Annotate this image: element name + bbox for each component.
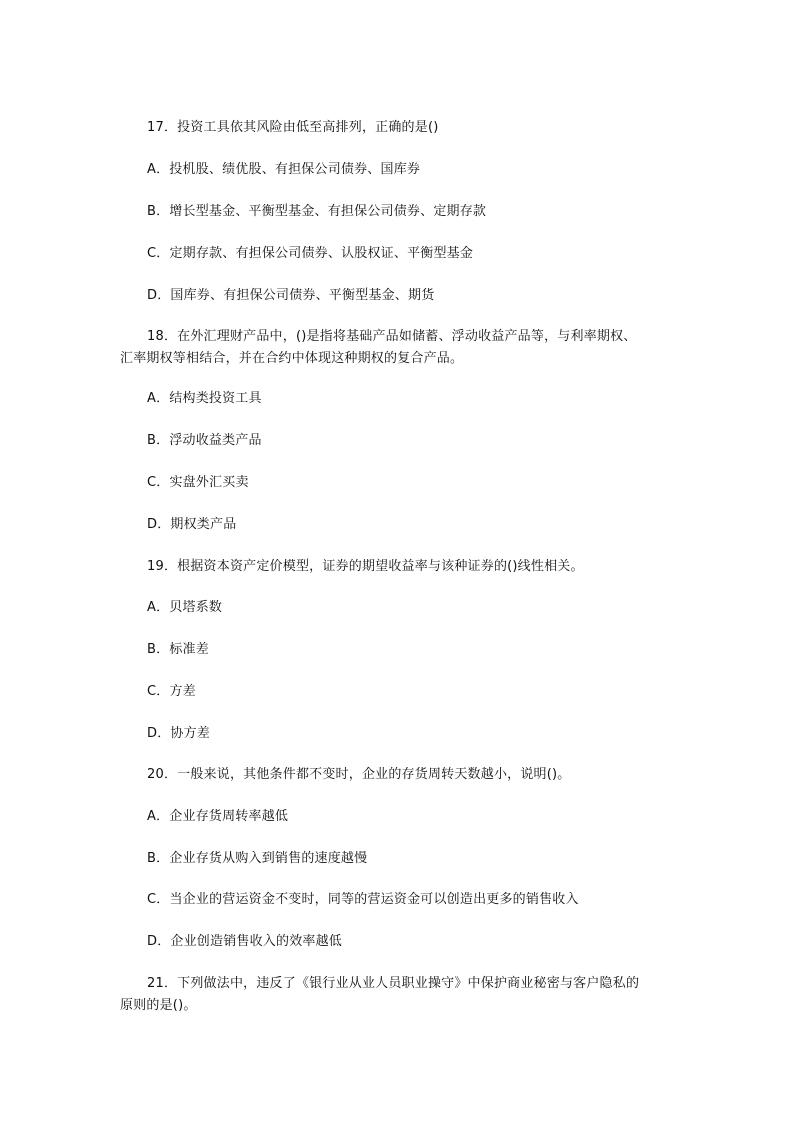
question-18-option-d: D．期权类产品 bbox=[147, 517, 237, 532]
question-17-option-a: A．投机股、绩优股、有担保公司债券、国库券 bbox=[147, 162, 421, 177]
question-20-option-d: D．企业创造销售收入的效率越低 bbox=[147, 934, 343, 949]
question-18-option-b: B．浮动收益类产品 bbox=[147, 433, 262, 448]
question-19-option-b: B．标准差 bbox=[147, 642, 209, 657]
question-19-stem: 19．根据资本资产定价模型，证券的期望收益率与该种证券的()线性相关。 bbox=[147, 559, 584, 574]
question-18-option-c: C．实盘外汇买卖 bbox=[147, 475, 249, 490]
question-20-option-c: C．当企业的营运资金不变时，同等的营运资金可以创造出更多的销售收入 bbox=[147, 892, 579, 907]
question-21-stem-line-1: 21．下列做法中，违反了《银行业从业人员职业操守》中保护商业秘密与客户隐私的 bbox=[147, 976, 640, 991]
question-21-stem-line-2: 原则的是()。 bbox=[120, 998, 197, 1013]
question-17-option-d: D．国库券、有担保公司债券、平衡型基金、期货 bbox=[147, 288, 435, 303]
question-19-option-a: A．贝塔系数 bbox=[147, 600, 223, 615]
question-20-stem: 20．一般来说，其他条件都不变时，企业的存货周转天数越小，说明()。 bbox=[147, 767, 571, 782]
question-19-option-c: C．方差 bbox=[147, 684, 196, 699]
question-17-stem: 17．投资工具依其风险由低至高排列，正确的是() bbox=[147, 120, 439, 135]
question-20-option-a: A．企业存货周转率越低 bbox=[147, 809, 289, 824]
question-18-option-a: A．结构类投资工具 bbox=[147, 391, 262, 406]
question-18-stem-line-1: 18．在外汇理财产品中，()是指将基础产品如储蓄、浮动收益产品等，与利率期权、 bbox=[147, 329, 637, 344]
question-17-option-c: C．定期存款、有担保公司债券、认股权证、平衡型基金 bbox=[147, 246, 474, 261]
question-18-stem-line-2: 汇率期权等相结合，并在合约中体现这种期权的复合产品。 bbox=[120, 351, 464, 366]
question-20-option-b: B．企业存货从购入到销售的速度越慢 bbox=[147, 851, 368, 866]
question-17-option-b: B．增长型基金、平衡型基金、有担保公司债券、定期存款 bbox=[147, 204, 487, 219]
question-19-option-d: D．协方差 bbox=[147, 726, 211, 741]
